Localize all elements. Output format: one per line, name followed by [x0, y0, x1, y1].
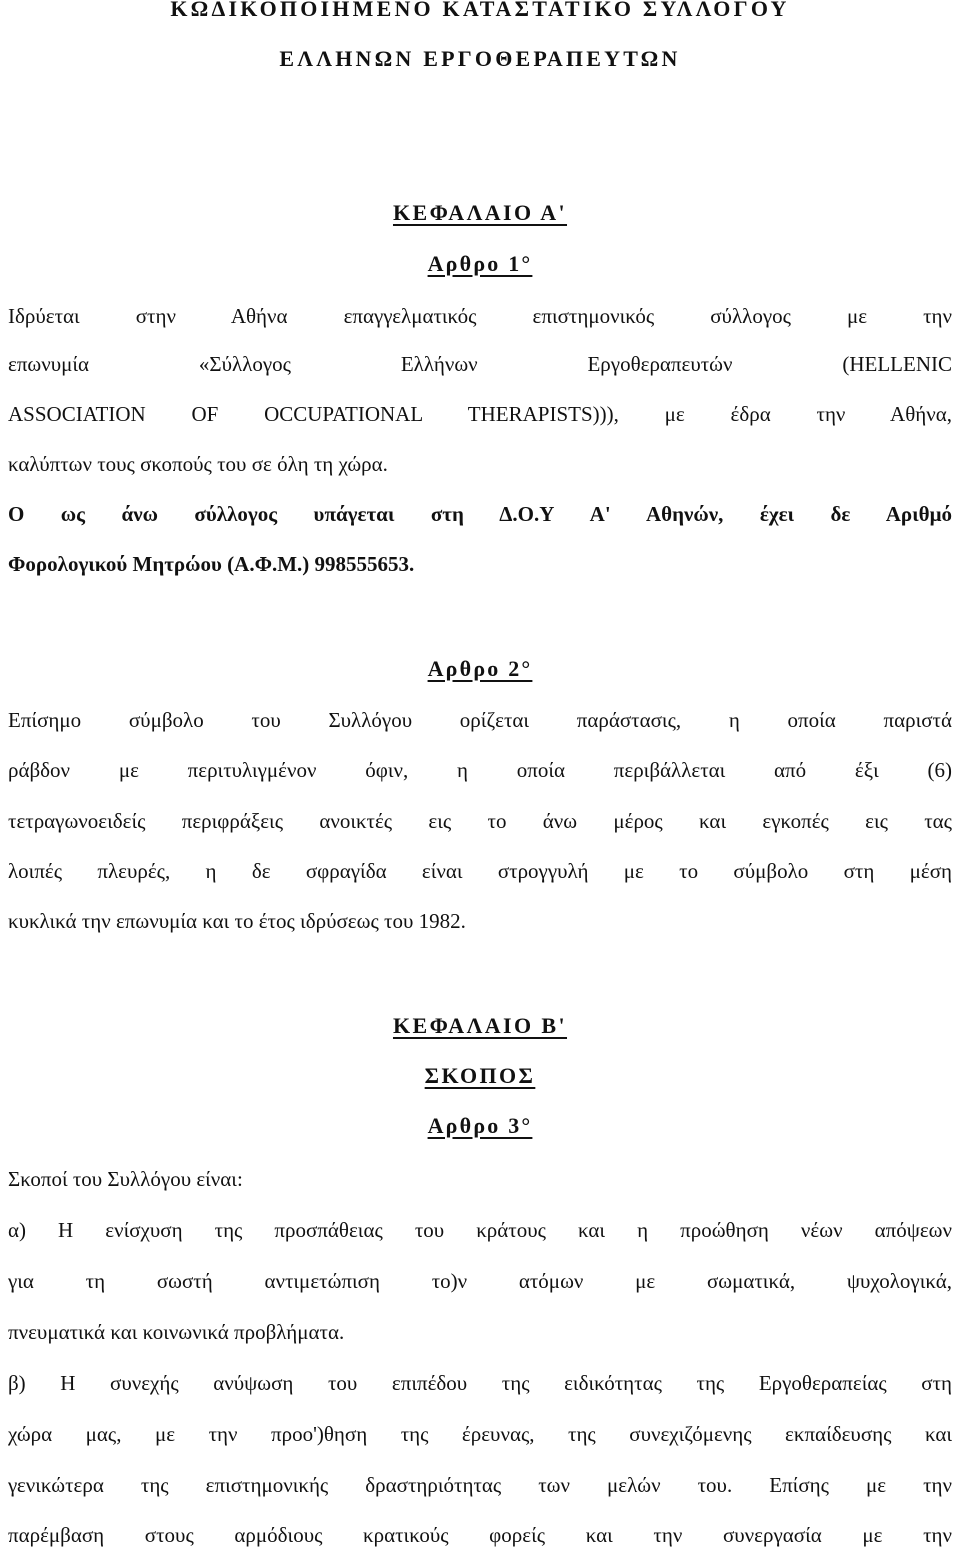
article-3-line: β) Η συνεχής ανύψωση του επιπέδου της ειδικότητας της Εργοθεραπείας στη	[8, 1371, 952, 1395]
article-2-line: τετραγωνοειδείς περιφράξεις ανοικτές εις το άνω μέρος και εγκοπές εις τας	[8, 809, 952, 833]
chapter-b-heading: ΚΕΦΑΛΑΙΟ Β'	[392, 1013, 568, 1038]
article-1-line: Φορολογικού Μητρώου (Α.Φ.Μ.) 998555653.	[8, 552, 415, 576]
article-3-line: πνευματικά και κοινωνικά προβλήματα.	[8, 1320, 345, 1344]
article-3-intro: Σκοποί του Συλλόγου είναι:	[8, 1167, 243, 1191]
article-3-line: χώρα μας, με την προο')θηση της έρευνας, της συνεχιζόμενης εκπαίδευσης και	[8, 1422, 952, 1446]
article-2-title: Αρθρο 2°	[427, 656, 533, 681]
article-2-line: ράβδον με περιτυλιγμένον όφιν, η οποία περιβάλλεται από έξι (6)	[8, 758, 952, 782]
article-3-line: για τη σωστή αντιμετώπιση το)ν ατόμων με σωματικά, ψυχολογικά,	[8, 1269, 952, 1293]
document-title-line2: ΕΛΛΗΝΩΝ ΕΡΓΟΘΕΡΑΠΕΥΤΩΝ	[279, 46, 681, 71]
article-1-line: Ο ως άνω σύλλογος υπάγεται στη Δ.Ο.Υ Α' Αθηνών, έχει δε Αριθμό	[8, 502, 952, 526]
article-2-line: Επίσημο σύμβολο του Συλλόγου ορίζεται παράστασις, η οποία παριστά	[8, 708, 952, 732]
article-3-line: α) Η ενίσχυση της προσπάθειας του κράτους και η προώθηση νέων απόψεων	[8, 1218, 952, 1242]
document-title-line1: ΚΩΔΙΚΟΠΟΙΗΜΕΝΟ ΚΑΤΑΣΤΑΤΙΚΟ ΣΥΛΛΟΓΟΥ	[170, 0, 790, 21]
article-3-line: παρέμβαση στους αρμόδιους κρατικούς φορείς και την συνεργασία με την	[8, 1523, 952, 1547]
chapter-b-subheading: ΣΚΟΠΟΣ	[424, 1063, 536, 1088]
article-3-title: Αρθρο 3°	[427, 1113, 533, 1138]
article-1-line: επωνυμία «Σύλλογος Ελλήνων Εργοθεραπευτών (HELLENIC	[8, 352, 952, 376]
chapter-a-heading: ΚΕΦΑΛΑΙΟ Α'	[392, 200, 568, 225]
article-1-line: Ιδρύεται στην Αθήνα επαγγελματικός επιστημονικός σύλλογος με την	[8, 304, 952, 328]
article-1-line: καλύπτων τους σκοπούς του σε όλη τη χώρα.	[8, 452, 388, 476]
article-2-line: λοιπές πλευρές, η δε σφραγίδα είναι στρογγυλή με το σύμβολο στη μέση	[8, 859, 952, 883]
article-1-line: ASSOCIATION OF OCCUPATIONAL THERAPISTS))), με έδρα την Αθήνα,	[8, 402, 952, 426]
article-2-line: κυκλικά την επωνυμία και το έτος ιδρύσεως του 1982.	[8, 909, 466, 933]
article-1-title: Αρθρο 1°	[427, 251, 533, 276]
article-3-line: γενικώτερα της επιστημονικής δραστηριότητας των μελών του. Επίσης με την	[8, 1473, 952, 1497]
